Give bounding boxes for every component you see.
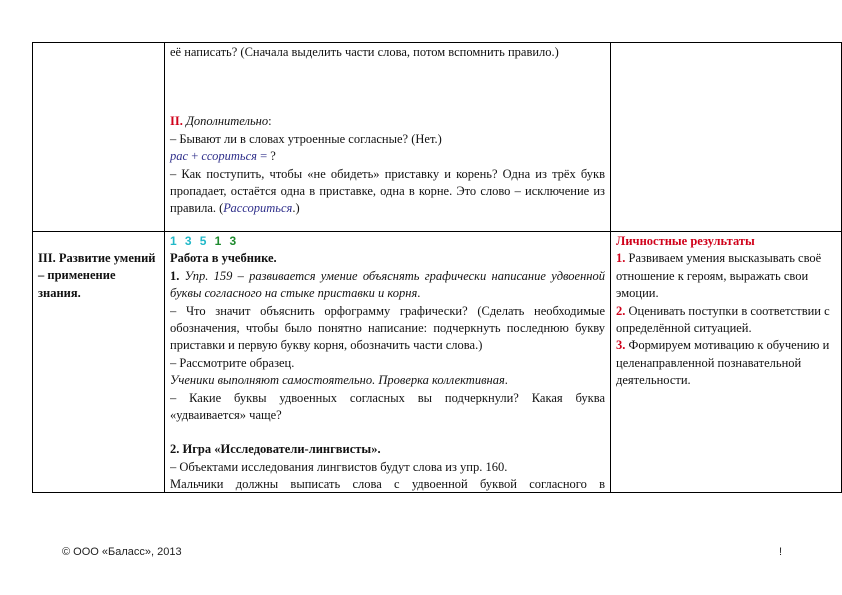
result-3: 3. Формируем мотивацию к обучению и целенаправленной познавательной деятельности. xyxy=(616,338,830,388)
results-cell xyxy=(611,232,842,493)
formula: рас + ссориться = ? xyxy=(170,149,276,164)
results-title: Личностные результаты xyxy=(616,234,755,248)
question-graphic: – Что значит объяснить орфограмму графически? (Сделать необходимые обозначения, чтобы было понятно написание: подчеркнуть последнюю букву приставки и первую букву корня, обозначить части слова.) xyxy=(170,303,605,353)
question-exception: – Как поступить, чтобы «не обидеть» приставку и корень? Одна из трёх букв пропадает, остаётся одна в приставке, одна в корне. Это слово – исключение из правила. (Рассориться.) xyxy=(170,166,605,216)
question-letters: – Какие буквы удвоенных согласных вы подчеркнули? Какая буква «удваивается» чаще? xyxy=(170,390,605,423)
page-mark: ! xyxy=(779,546,783,558)
spacer xyxy=(170,61,605,113)
work-title: Работа в учебнике. xyxy=(170,251,277,266)
continued-line: её написать? (Сначала выделить части слова, потом вспомнить правило.) xyxy=(170,45,559,59)
activity-cell xyxy=(165,43,611,232)
footer-copyright: © ООО «Баласс», 2013 xyxy=(62,546,182,558)
activity-clip xyxy=(170,233,605,491)
result-1: 1. Развиваем умения высказывать своё отношение к героям, выражать свои эмоции. xyxy=(616,251,822,301)
game-title: 2. Игра «Исследователи-лингвисты». xyxy=(170,442,381,457)
extra-heading: II. Дополнительно: xyxy=(170,114,272,129)
game-line-2: Мальчики должны выписать слова с удвоенной буквой согласного в xyxy=(170,477,605,491)
exercise-1: 1. Упр. 159 – развивается умение объяснять графически написание удвоенной буквы согласного на стыке приставки и корня. xyxy=(170,268,605,301)
teacher-note: Ученики выполняют самостоятельно. Проверка коллективная. xyxy=(170,373,508,388)
lesson-table xyxy=(32,42,842,493)
blank-line xyxy=(170,424,605,441)
results-cell-empty xyxy=(611,43,842,232)
table-row xyxy=(33,232,842,493)
stage-cell-empty xyxy=(33,43,165,232)
game-line-1: – Объектами исследования лингвистов будут слова из упр. 160. xyxy=(170,459,508,474)
result-2: 2. Оценивать поступки в соответствии с определённой ситуацией. xyxy=(616,303,830,336)
activity-cell xyxy=(165,232,611,493)
stage-title: III. Развитие умений – применение знания. xyxy=(33,232,165,493)
question-sample: – Рассмотрите образец. xyxy=(170,355,295,370)
question-tripled: – Бывают ли в словах утроенные согласные? (Нет.) xyxy=(170,131,442,146)
table-row xyxy=(33,43,842,232)
level-numbers: 1 3 5 1 3 xyxy=(170,234,237,248)
